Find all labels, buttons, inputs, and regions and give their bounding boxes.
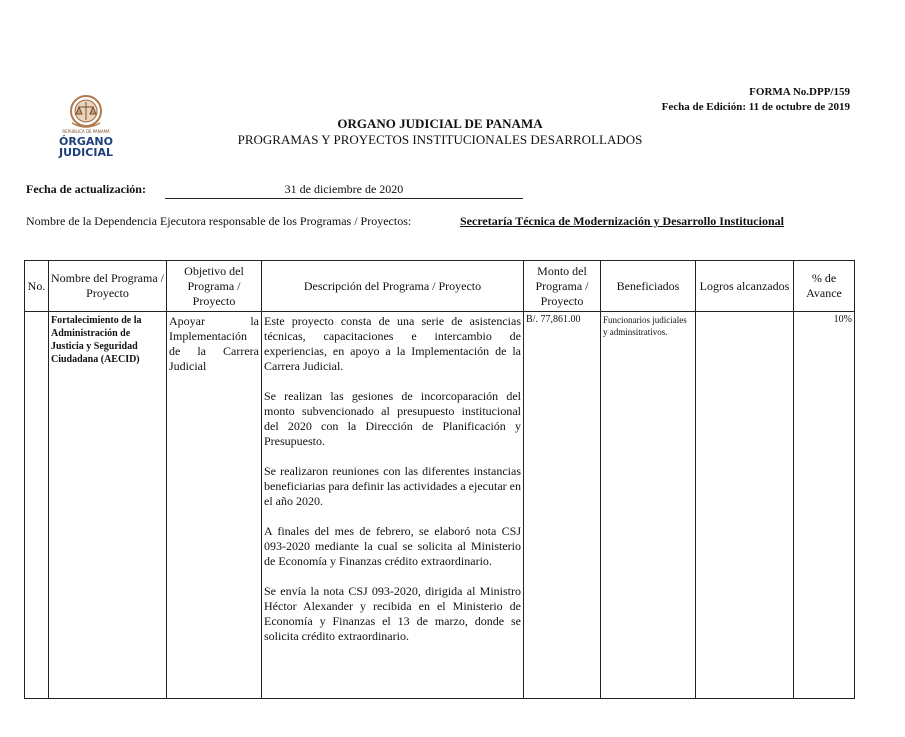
document-title: ORGANO JUDICIAL DE PANAMA: [337, 116, 543, 131]
projects-table: [24, 260, 855, 699]
cell-project-name: Fortalecimiento de la Administración de Justicia y Seguridad Ciudadana (AECID): [49, 312, 167, 699]
cell-amount: B/. 77,861.00: [524, 312, 601, 699]
description-paragraph: Se envía la nota CSJ 093-2020, dirigida al Ministro Héctor Alexander y recibida en el Ministerio de Economía y Finanzas el 13 de marzo, donde se solicita crédito extraordinario.: [264, 584, 521, 643]
column-header-objective: Objetivo del Programa / Proyecto: [167, 261, 262, 312]
svg-text:JUDICIAL: JUDICIAL: [59, 146, 113, 159]
cell-achievements: [696, 312, 794, 699]
column-header-description: Descripción del Programa / Proyecto: [262, 261, 524, 312]
update-date-value: 31 de diciembre de 2020: [165, 182, 523, 199]
update-date-label: Fecha de actualización:: [26, 182, 146, 196]
description-paragraph: Este proyecto consta de una serie de asistencias técnicas, capacitaciones e intercambio de experiencias, en apoyo a la Implementación de la Carrera Judicial.: [264, 314, 521, 373]
cell-objective: Apoyar la Implementación de la Carrera Judicial: [167, 312, 262, 699]
form-code-block: [662, 85, 850, 115]
document-subtitle: PROGRAMAS Y PROYECTOS INSTITUCIONALES DESARROLLADOS: [237, 132, 643, 147]
description-paragraph: A finales del mes de febrero, se elaboró nota CSJ 093-2020 mediante la cual se solicita al Ministerio de Economía y Finanzas crédito extraordinario.: [264, 524, 521, 568]
column-header-beneficiaries: Beneficiados: [601, 261, 696, 312]
table-row: [25, 312, 855, 699]
form-number: FORMA No.DPP/159: [749, 86, 850, 98]
column-header-amount: Monto del Programa / Proyecto: [524, 261, 601, 312]
cell-progress: 10%: [794, 312, 855, 699]
cell-description: [262, 312, 524, 699]
column-header-name: Nombre del Programa / Proyecto: [49, 261, 167, 312]
svg-text:ÓRGANO: ÓRGANO: [59, 135, 113, 148]
column-header-progress: % de Avance: [794, 261, 855, 312]
description-paragraph: Se realizaron reuniones con las diferentes instancias beneficiarias para definir las actividades a ejecutar en el año 2020.: [264, 464, 521, 508]
cell-no: [25, 312, 49, 699]
dependency-value: Secretaría Técnica de Modernización y Desarrollo Institucional: [460, 214, 784, 228]
edition-date: Fecha de Edición: 11 de octubre de 2019: [661, 101, 850, 113]
description-paragraph: Se realizan las gesiones de incorcoparación del monto subvencionado al presupuesto institucional del 2020 con la Dirección de Planificación y Presupuesto.: [264, 389, 521, 448]
column-header-achievements: Logros alcanzados: [696, 261, 794, 312]
table-header-row: [25, 261, 855, 312]
cell-beneficiaries: Funcionarios judiciales y adminsitrativos.: [601, 312, 696, 699]
dependency-label: Nombre de la Dependencia Ejecutora responsable de los Programas / Proyectos:: [26, 214, 412, 228]
svg-text:REPÚBLICA DE PANAMÁ: REPÚBLICA DE PANAMÁ: [62, 129, 110, 134]
column-header-no: No.: [25, 261, 49, 312]
document-titles: [0, 116, 880, 148]
